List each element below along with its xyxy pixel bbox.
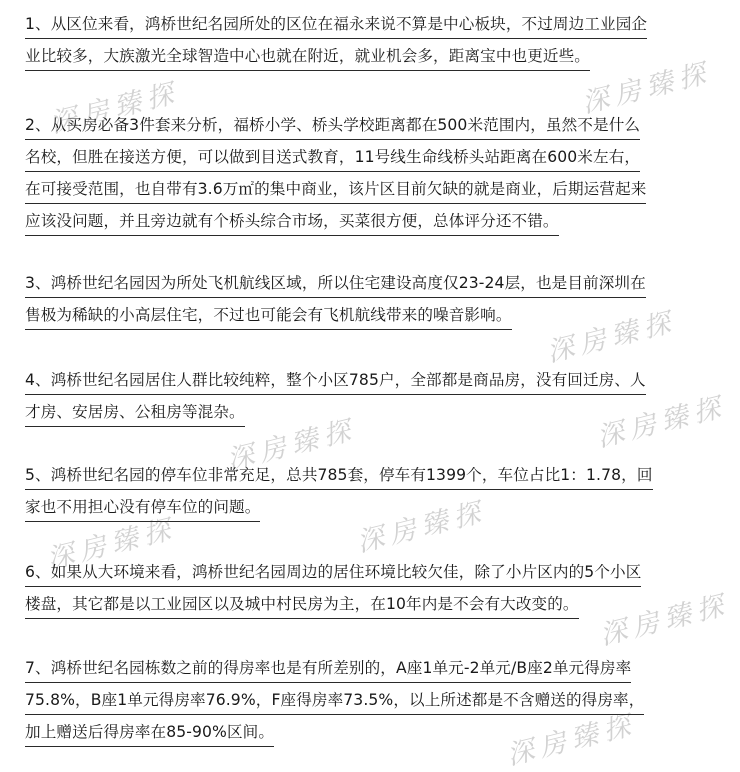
text-line: 7、鸿桥世纪名园栋数之前的得房率也是有所差别的，A座1单元-2单元/B座2单元得房率: [25, 655, 631, 683]
paragraph-2: [25, 110, 715, 238]
watermark: 深房臻探: [46, 77, 183, 140]
text-line: 加上赠送后得房率在85-90%区间。: [25, 719, 274, 747]
text-line: 业比较多，大族激光全球智造中心也就在附近，就业机会多，距离宝中也更近些。: [25, 43, 590, 71]
watermark: 深房臻探: [43, 513, 180, 576]
text-line: 3、鸿桥世纪名园因为所处飞机航线区域，所以住宅建设高度仅23-24层，也是目前深圳在: [25, 270, 646, 298]
paragraph-5: [25, 460, 715, 524]
text-line: 才房、安居房、公租房等混杂。: [25, 399, 245, 427]
text-line: 应该没问题，并且旁边就有个桥头综合市场，买菜很方便，总体评分还不错。: [25, 208, 559, 236]
text-line: 6、如果从大环境来看，鸿桥世纪名园周边的居住环境比较欠佳，除了小片区内的5个小区: [25, 559, 641, 587]
text-line: 1、从区位来看，鸿桥世纪名园所处的区位在福永来说不算是中心板块，不过周边工业园企: [25, 11, 647, 39]
paragraph-3: [25, 268, 715, 332]
text-line: 5、鸿桥世纪名园的停车位非常充足，总共785套，停车有1399个，车位占比1：1.78，回: [25, 462, 653, 490]
paragraph-4: [25, 365, 715, 429]
text-line: 名校，但胜在接送方便，可以做到目送式教育，11号线生命线桥头站距离在600米左右，: [25, 144, 640, 172]
watermark: 深房臻探: [593, 391, 730, 454]
text-line: 家也不用担心没有停车位的问题。: [25, 494, 260, 522]
paragraph-6: [25, 557, 715, 621]
text-line: 75.8%，B座1单元得房率76.9%，F座得房率73.5%，以上所述都是不含赠送的得房率，: [25, 687, 644, 715]
watermark: 深房臻探: [503, 709, 640, 772]
paragraph-1: [25, 9, 715, 73]
text-line: 售极为稀缺的小高层住宅，不过也可能会有飞机航线带来的噪音影响。: [25, 302, 512, 330]
watermark: 深房臻探: [543, 306, 680, 369]
watermark: 深房臻探: [223, 414, 360, 477]
paragraph-7: [25, 653, 715, 749]
text-line: 楼盘，其它都是以工业园区以及城中村民房为主，在10年内是不会有大改变的。: [25, 591, 579, 619]
watermark: 深房臻探: [578, 57, 715, 120]
watermark: 深房臻探: [596, 589, 733, 652]
text-line: 2、从买房必备3件套来分析，福桥小学、桥头学校距离都在500米范围内，虽然不是什么: [25, 112, 640, 140]
text-line: 在可接受范围，也自带有3.6万㎡的集中商业，该片区目前欠缺的就是商业，后期运营起来: [25, 176, 646, 204]
watermark: 深房臻探: [353, 496, 490, 559]
text-line: 4、鸿桥世纪名园居住人群比较纯粹，整个小区785户，全部都是商品房，没有回迁房、人: [25, 367, 646, 395]
